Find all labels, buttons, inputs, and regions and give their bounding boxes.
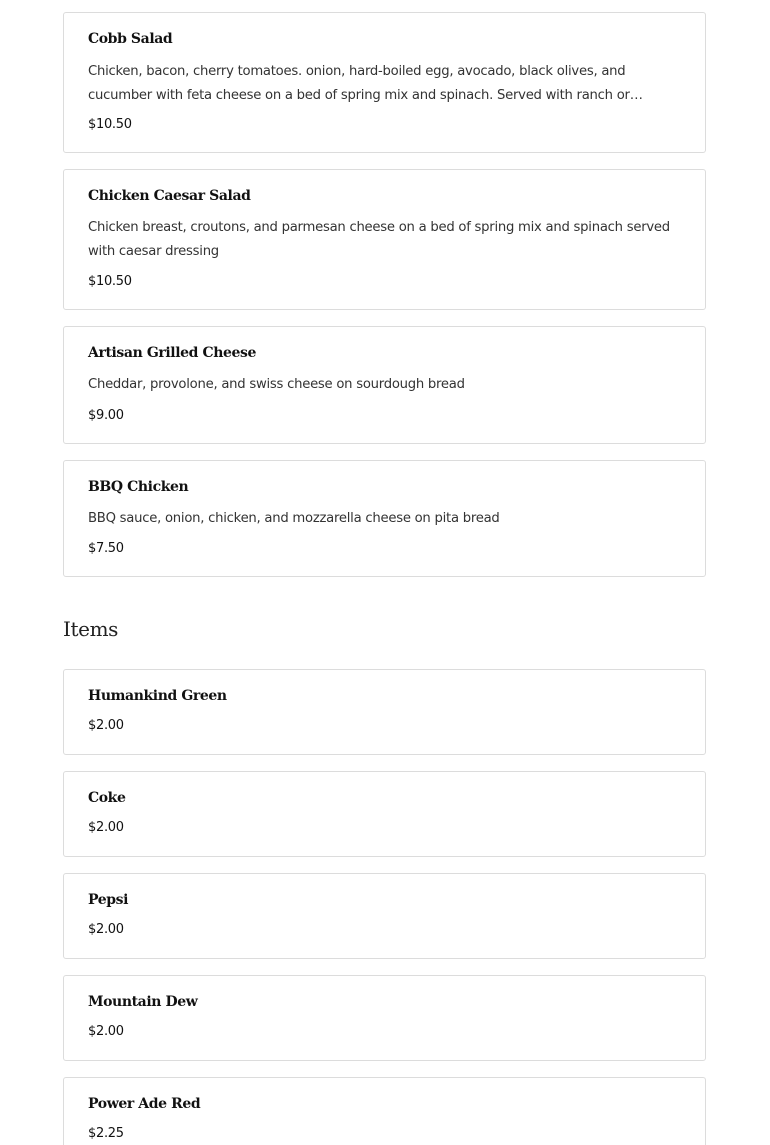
menu-item-card[interactable] [63, 12, 706, 153]
item-price: $2.00 [88, 820, 124, 835]
menu-item-price: $10.50 [88, 274, 132, 289]
menu-item-price: $7.50 [88, 541, 124, 556]
item-card[interactable] [63, 771, 706, 857]
item-price: $2.00 [88, 922, 124, 937]
item-name: Humankind Green [88, 688, 227, 704]
item-price: $2.00 [88, 718, 124, 733]
item-price: $2.25 [88, 1126, 124, 1141]
menu-item-name: Chicken Caesar Salad [88, 188, 251, 204]
item-name: Power Ade Red [88, 1096, 201, 1112]
menu-item-description: BBQ sauce, onion, chicken, and mozzarella cheese on pita bread [88, 511, 500, 526]
item-name: Pepsi [88, 892, 129, 908]
item-card[interactable] [63, 873, 706, 959]
menu-item-description: Chicken, bacon, cherry tomatoes. onion, hard-boiled egg, avocado, black olives, and cucumber with feta cheese on a bed of spring mix and spinach. Served with ranch or [88, 64, 630, 103]
menu-item-price: $10.50 [88, 117, 132, 132]
item-card[interactable] [63, 669, 706, 755]
item-card[interactable] [63, 975, 706, 1061]
menu-item-price: $9.00 [88, 408, 124, 423]
menu-item-name: Artisan Grilled Cheese [88, 345, 257, 361]
menu-item-card[interactable] [63, 169, 706, 310]
item-name: Mountain Dew [88, 994, 198, 1010]
menu-item-card[interactable] [63, 460, 706, 577]
menu-item-name: BBQ Chicken [88, 479, 189, 495]
menu-item-card[interactable] [63, 326, 706, 444]
section-heading-items: Items [63, 617, 119, 641]
item-price: $2.00 [88, 1024, 124, 1039]
menu-item-description: Cheddar, provolone, and swiss cheese on sourdough bread [88, 377, 465, 392]
item-name: Coke [88, 790, 126, 806]
menu-item-name: Cobb Salad [88, 31, 173, 47]
item-card[interactable] [63, 1077, 706, 1145]
menu-item-description: Chicken breast, croutons, and parmesan cheese on a bed of spring mix and spinach served with caesar dressing [88, 220, 670, 259]
